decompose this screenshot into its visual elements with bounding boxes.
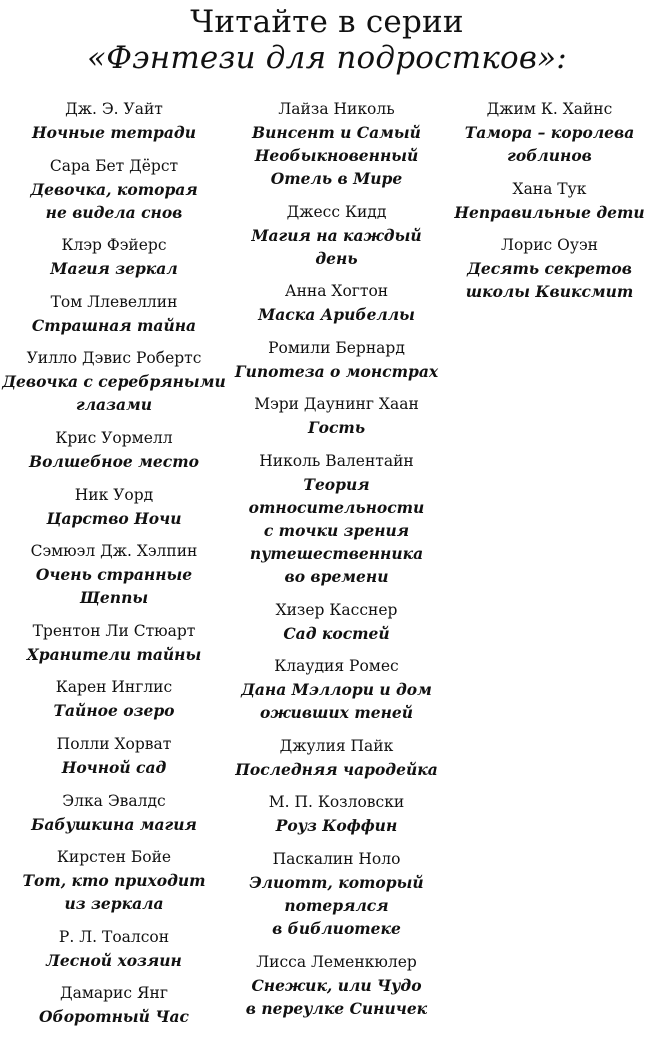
- book-title: Очень странные Щеппы: [35, 565, 193, 608]
- book-author: М. П. Козловски: [268, 793, 405, 812]
- book-title: Сад костей: [283, 623, 390, 643]
- book-title: Маска Арибеллы: [258, 305, 415, 325]
- series-title: «Фэнтези для подростков»:: [87, 40, 567, 76]
- book-title: Тамора – королева гоблинов: [464, 123, 635, 165]
- book-entry: [0, 926, 228, 972]
- book-title: Волшебное место: [29, 451, 199, 471]
- series-heading: [0, 4, 654, 76]
- book-entry: [228, 98, 445, 190]
- book-author: Уилло Дэвис Робертс: [26, 349, 202, 368]
- book-title: Винсент и Самый Необыкновенный Отель в Мире: [252, 123, 421, 188]
- book-author: Том Ллевеллин: [50, 292, 178, 311]
- book-author: Лайза Николь: [278, 100, 395, 118]
- book-title: Десять секретов школы Квиксмит: [465, 259, 634, 302]
- book-author: Трентон Ли Стюарт: [32, 621, 196, 640]
- book-entry: [228, 337, 445, 383]
- book-entry: [0, 98, 228, 144]
- book-author: Сара Бет Дёрст: [49, 156, 179, 175]
- book-entry: [0, 155, 228, 224]
- book-entry: [228, 201, 445, 270]
- book-title: Элиотт, который потерялся в библиотеке: [249, 872, 424, 938]
- book-author: Николь Валентайн: [259, 451, 414, 470]
- book-entry: [0, 234, 228, 280]
- book-column-1: [0, 98, 228, 1039]
- book-title: Гость: [307, 418, 366, 438]
- book-title: Гипотеза о монстрах: [234, 361, 439, 381]
- book-author: Крис Уормелл: [55, 428, 173, 447]
- book-author: Паскалин Ноло: [272, 849, 401, 868]
- book-author: Сэмюэл Дж. Хэлпин: [30, 542, 198, 561]
- book-author: Дж. Э. Уайт: [65, 100, 163, 118]
- book-title: Оборотный Час: [39, 1007, 189, 1027]
- heading-line-1: Читайте в серии: [190, 4, 464, 40]
- book-entry: [0, 347, 228, 416]
- book-entry: [445, 234, 654, 303]
- book-title: Ночной сад: [61, 757, 167, 777]
- book-entry: [0, 676, 228, 722]
- book-entry: [228, 951, 445, 1020]
- book-title: Девочка с серебряными глазами: [2, 372, 226, 415]
- book-entry: [445, 98, 654, 167]
- book-title: Тот, кто приходит из зеркала: [22, 871, 206, 914]
- book-title: Магия зеркал: [50, 259, 178, 279]
- book-title: Лесной хозяин: [46, 950, 182, 970]
- book-author: Джим К. Хайнс: [486, 100, 613, 118]
- book-entry: [0, 427, 228, 473]
- book-title: Последняя чародейка: [235, 759, 438, 779]
- book-title: Ночные тетради: [32, 123, 196, 142]
- book-entry: [228, 791, 445, 837]
- book-entry: [0, 291, 228, 337]
- book-title: Теория относительности с точки зрения путешественника во времени: [248, 474, 425, 586]
- book-author: Кирстен Бойе: [56, 848, 172, 867]
- book-entry: [0, 790, 228, 836]
- book-title: Хранители тайны: [26, 644, 202, 664]
- book-author: Лисса Леменкюлер: [256, 952, 417, 971]
- book-author: Клаудия Ромес: [274, 657, 399, 676]
- book-entry: [0, 982, 228, 1028]
- book-author: Джулия Пайк: [279, 736, 394, 755]
- book-title: Девочка, которая не видела снов: [30, 179, 198, 222]
- book-author: Мэри Даунинг Хаан: [254, 395, 419, 414]
- book-entry: [228, 280, 445, 326]
- book-entry: [0, 620, 228, 666]
- book-title: Бабушкина магия: [31, 814, 197, 834]
- book-author: Хизер Касснер: [275, 600, 398, 619]
- book-entry: [0, 484, 228, 530]
- book-title: Царство Ночи: [46, 508, 182, 528]
- book-title: Неправильные дети: [454, 202, 645, 222]
- book-entry: [0, 733, 228, 779]
- book-column-2: [228, 98, 445, 1030]
- book-title: Снежик, или Чудо в переулке Синичек: [245, 975, 428, 1018]
- book-author: Лорис Оуэн: [501, 236, 598, 255]
- book-entry: [0, 846, 228, 915]
- book-title: Дана Мэллори и дом оживших теней: [241, 680, 432, 723]
- book-author: Карен Инглис: [55, 678, 173, 697]
- book-author: Клэр Фэйерс: [61, 236, 167, 255]
- book-entry: [228, 848, 445, 940]
- book-entry: [228, 393, 445, 439]
- book-author: Дамарис Янг: [60, 984, 168, 1003]
- book-title: Магия на каждый день: [251, 225, 422, 268]
- book-author: Джесс Кидд: [286, 202, 387, 221]
- book-entry: [228, 599, 445, 645]
- book-entry: [445, 178, 654, 224]
- book-author: Элка Эвалдс: [62, 791, 166, 810]
- book-column-3: [445, 98, 654, 314]
- book-author: Ник Уорд: [74, 485, 154, 504]
- book-author: Полли Хорват: [56, 734, 172, 753]
- book-author: Хана Тук: [512, 179, 587, 198]
- book-author: Анна Хогтон: [284, 282, 389, 301]
- book-author: Ромили Бернард: [268, 338, 405, 357]
- book-entry: [228, 450, 445, 588]
- book-entry: [228, 735, 445, 781]
- book-entry: [228, 655, 445, 724]
- book-title: Роуз Коффин: [275, 816, 398, 836]
- book-author: Р. Л. Тоалсон: [58, 927, 170, 946]
- book-title: Тайное озеро: [53, 701, 175, 721]
- book-title: Страшная тайна: [31, 315, 197, 335]
- book-entry: [0, 540, 228, 609]
